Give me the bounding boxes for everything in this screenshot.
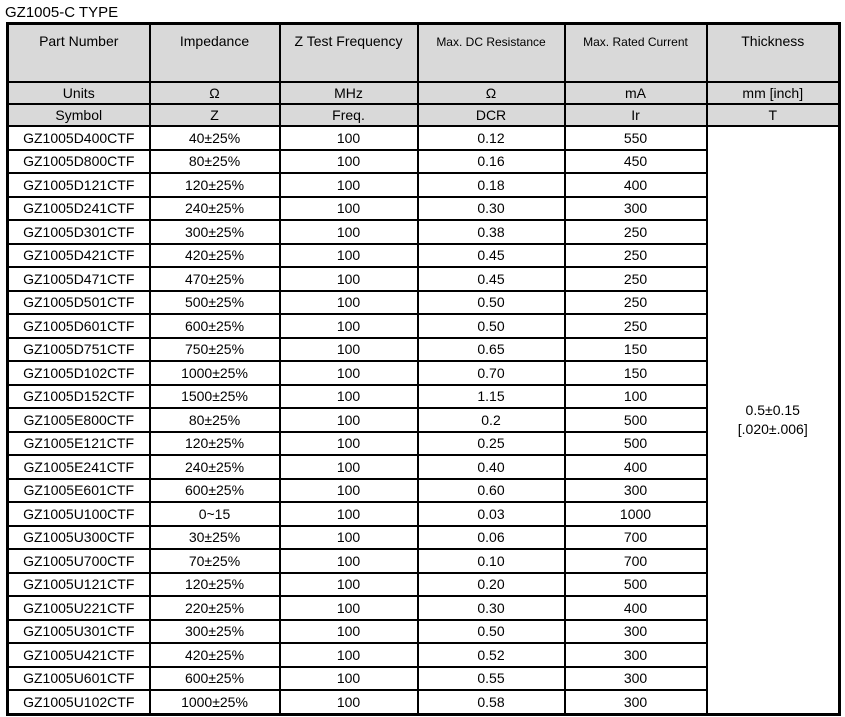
cell-rated-current: 250 [565,314,707,338]
cell-part-number: GZ1005U300CTF [8,526,150,550]
spec-table [6,22,841,716]
unit-impedance: Ω [150,82,280,104]
cell-impedance: 30±25% [150,526,280,550]
cell-part-number: GZ1005D241CTF [8,197,150,221]
cell-frequency: 100 [280,338,418,362]
cell-dc-resistance: 0.20 [418,573,565,597]
cell-dc-resistance: 0.30 [418,596,565,620]
cell-rated-current: 300 [565,479,707,503]
cell-impedance: 120±25% [150,432,280,456]
cell-part-number: GZ1005U700CTF [8,549,150,573]
cell-impedance: 300±25% [150,620,280,644]
cell-dc-resistance: 0.45 [418,244,565,268]
cell-dc-resistance: 0.2 [418,408,565,432]
cell-frequency: 100 [280,502,418,526]
cell-impedance: 220±25% [150,596,280,620]
col-header-max-rated-current: Max. Rated Current [565,24,707,83]
cell-rated-current: 700 [565,526,707,550]
cell-dc-resistance: 0.65 [418,338,565,362]
cell-frequency: 100 [280,455,418,479]
cell-impedance: 600±25% [150,314,280,338]
cell-rated-current: 400 [565,173,707,197]
cell-dc-resistance: 0.70 [418,361,565,385]
cell-rated-current: 300 [565,690,707,714]
cell-frequency: 100 [280,126,418,150]
cell-rated-current: 300 [565,667,707,691]
cell-part-number: GZ1005D471CTF [8,267,150,291]
cell-impedance: 1000±25% [150,361,280,385]
units-label: Units [8,82,150,104]
cell-part-number: GZ1005D102CTF [8,361,150,385]
cell-frequency: 100 [280,667,418,691]
cell-part-number: GZ1005U221CTF [8,596,150,620]
cell-dc-resistance: 0.52 [418,643,565,667]
cell-frequency: 100 [280,643,418,667]
cell-rated-current: 550 [565,126,707,150]
cell-frequency: 100 [280,385,418,409]
cell-part-number: GZ1005U100CTF [8,502,150,526]
cell-frequency: 100 [280,150,418,174]
cell-part-number: GZ1005D421CTF [8,244,150,268]
symbol-rated-current: Ir [565,104,707,126]
cell-part-number: GZ1005D501CTF [8,291,150,315]
col-header-thickness: Thickness [707,24,840,83]
cell-dc-resistance: 0.03 [418,502,565,526]
cell-impedance: 240±25% [150,455,280,479]
cell-impedance: 40±25% [150,126,280,150]
cell-part-number: GZ1005E241CTF [8,455,150,479]
table-header [8,24,840,127]
cell-rated-current: 300 [565,643,707,667]
cell-impedance: 420±25% [150,643,280,667]
units-row [8,82,840,104]
col-header-impedance: Impedance [150,24,280,83]
cell-rated-current: 250 [565,291,707,315]
cell-part-number: GZ1005D800CTF [8,150,150,174]
cell-impedance: 1500±25% [150,385,280,409]
cell-frequency: 100 [280,197,418,221]
cell-rated-current: 250 [565,267,707,291]
cell-frequency: 100 [280,573,418,597]
cell-part-number: GZ1005U421CTF [8,643,150,667]
cell-frequency: 100 [280,267,418,291]
col-header-max-dc-resistance: Max. DC Resistance [418,24,565,83]
cell-part-number: GZ1005U121CTF [8,573,150,597]
cell-rated-current: 250 [565,220,707,244]
cell-frequency: 100 [280,173,418,197]
cell-part-number: GZ1005E121CTF [8,432,150,456]
cell-rated-current: 150 [565,361,707,385]
cell-frequency: 100 [280,596,418,620]
cell-rated-current: 500 [565,432,707,456]
cell-dc-resistance: 0.12 [418,126,565,150]
cell-dc-resistance: 0.18 [418,173,565,197]
cell-part-number: GZ1005U601CTF [8,667,150,691]
cell-impedance: 80±25% [150,408,280,432]
cell-rated-current: 450 [565,150,707,174]
cell-frequency: 100 [280,220,418,244]
cell-part-number: GZ1005D152CTF [8,385,150,409]
cell-part-number: GZ1005U102CTF [8,690,150,714]
unit-frequency: MHz [280,82,418,104]
cell-part-number: GZ1005D400CTF [8,126,150,150]
cell-rated-current: 400 [565,455,707,479]
col-header-z-test-frequency: Z Test Frequency [280,24,418,83]
page-title: GZ1005-C TYPE [5,4,119,21]
table-body [8,126,840,714]
cell-dc-resistance: 0.55 [418,667,565,691]
cell-dc-resistance: 1.15 [418,385,565,409]
symbol-dc-resistance: DCR [418,104,565,126]
cell-thickness [707,126,840,714]
cell-impedance: 600±25% [150,479,280,503]
cell-impedance: 240±25% [150,197,280,221]
cell-impedance: 600±25% [150,667,280,691]
cell-impedance: 470±25% [150,267,280,291]
cell-dc-resistance: 0.50 [418,291,565,315]
unit-rated-current: mA [565,82,707,104]
symbol-label: Symbol [8,104,150,126]
cell-impedance: 0~15 [150,502,280,526]
cell-part-number: GZ1005E800CTF [8,408,150,432]
cell-dc-resistance: 0.50 [418,620,565,644]
cell-frequency: 100 [280,479,418,503]
cell-rated-current: 700 [565,549,707,573]
cell-rated-current: 400 [565,596,707,620]
cell-dc-resistance: 0.30 [418,197,565,221]
cell-frequency: 100 [280,408,418,432]
cell-dc-resistance: 0.16 [418,150,565,174]
cell-frequency: 100 [280,291,418,315]
cell-rated-current: 300 [565,620,707,644]
cell-impedance: 300±25% [150,220,280,244]
thickness-mm-value: 0.5±0.15 [745,401,800,418]
unit-dc-resistance: Ω [418,82,565,104]
cell-frequency: 100 [280,432,418,456]
cell-frequency: 100 [280,361,418,385]
cell-frequency: 100 [280,244,418,268]
cell-rated-current: 100 [565,385,707,409]
cell-dc-resistance: 0.40 [418,455,565,479]
cell-impedance: 500±25% [150,291,280,315]
symbol-impedance: Z [150,104,280,126]
symbol-row [8,104,840,126]
cell-part-number: GZ1005D121CTF [8,173,150,197]
cell-frequency: 100 [280,526,418,550]
cell-impedance: 420±25% [150,244,280,268]
cell-rated-current: 150 [565,338,707,362]
cell-dc-resistance: 0.58 [418,690,565,714]
cell-dc-resistance: 0.50 [418,314,565,338]
cell-frequency: 100 [280,549,418,573]
cell-rated-current: 300 [565,197,707,221]
cell-dc-resistance: 0.38 [418,220,565,244]
cell-dc-resistance: 0.60 [418,479,565,503]
unit-thickness: mm [inch] [707,82,840,104]
cell-dc-resistance: 0.10 [418,549,565,573]
cell-rated-current: 250 [565,244,707,268]
cell-rated-current: 500 [565,573,707,597]
cell-part-number: GZ1005D301CTF [8,220,150,244]
cell-frequency: 100 [280,620,418,644]
header-row [8,24,840,83]
cell-impedance: 70±25% [150,549,280,573]
thickness-inch-value: [.020±.006] [737,420,808,437]
cell-part-number: GZ1005U301CTF [8,620,150,644]
cell-dc-resistance: 0.45 [418,267,565,291]
cell-part-number: GZ1005E601CTF [8,479,150,503]
cell-frequency: 100 [280,314,418,338]
cell-impedance: 750±25% [150,338,280,362]
cell-frequency: 100 [280,690,418,714]
cell-part-number: GZ1005D751CTF [8,338,150,362]
cell-rated-current: 1000 [565,502,707,526]
cell-rated-current: 500 [565,408,707,432]
cell-impedance: 1000±25% [150,690,280,714]
symbol-frequency: Freq. [280,104,418,126]
cell-impedance: 120±25% [150,173,280,197]
cell-dc-resistance: 0.06 [418,526,565,550]
col-header-part-number: Part Number [8,24,150,83]
cell-dc-resistance: 0.25 [418,432,565,456]
cell-impedance: 120±25% [150,573,280,597]
symbol-thickness: T [707,104,840,126]
table-row [8,126,840,150]
cell-impedance: 80±25% [150,150,280,174]
cell-part-number: GZ1005D601CTF [8,314,150,338]
